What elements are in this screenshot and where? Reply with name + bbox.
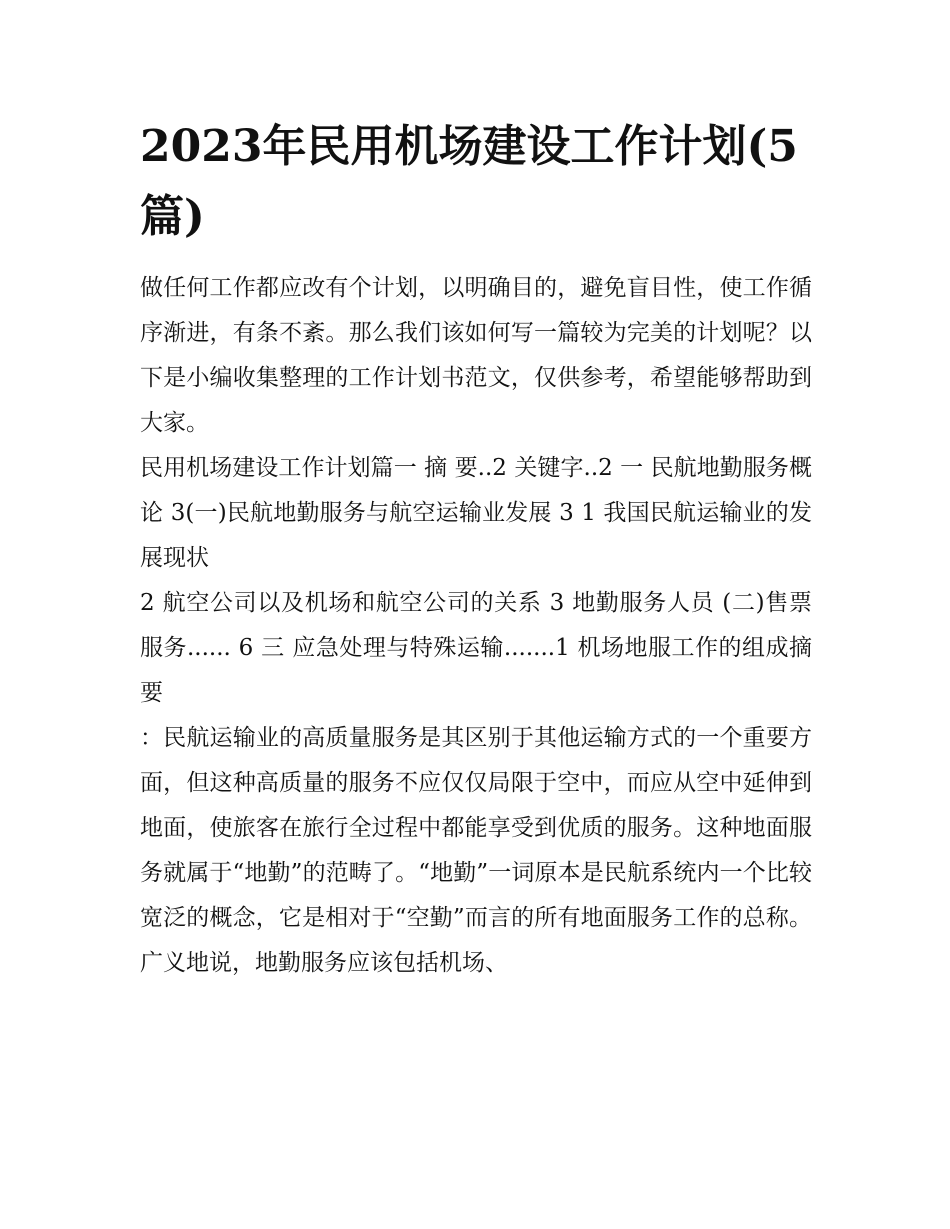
toc-paragraph-1: 民用机场建设工作计划篇一 摘 要..2 关键字..2 一 民航地勤服务概论 3(一)民航地勤服务与航空运输业发展 3 1 我国民航运输业的发展现状 [140,455,812,571]
document-page [140,112,812,986]
toc-paragraph-2: 2 航空公司以及机场和航空公司的关系 3 地勤服务人员 (二)售票服务...... 6 三 应急处理与特殊运输.......1 机场地服工作的组成摘 要 [140,590,812,706]
intro-paragraph: 做任何工作都应改有个计划，以明确目的，避免盲目性，使工作循序渐进，有条不紊。那么我们该如何写一篇较为完美的计划呢？以下是小编收集整理的工作计划书范文，仅供参考，希望能够帮助到大家。 [140,275,812,436]
abstract-paragraph: ：民航运输业的高质量服务是其区别于其他运输方式的一个重要方面，但这种高质量的服务不应仅仅局限于空中，而应从空中延伸到地面，使旅客在旅行全过程中都能享受到优质的服务。这种地面服务就属于“地勤”的范畴了。“地勤”一词原本是民航系统内一个比较宽泛的概念，它是相对于“空勤”而言的所有地面服务工作的总称。广义地说，地勤服务应该包括机场、 [140,725,812,976]
document-title: 2023年民用机场建设工作计划(5篇) [140,121,798,242]
